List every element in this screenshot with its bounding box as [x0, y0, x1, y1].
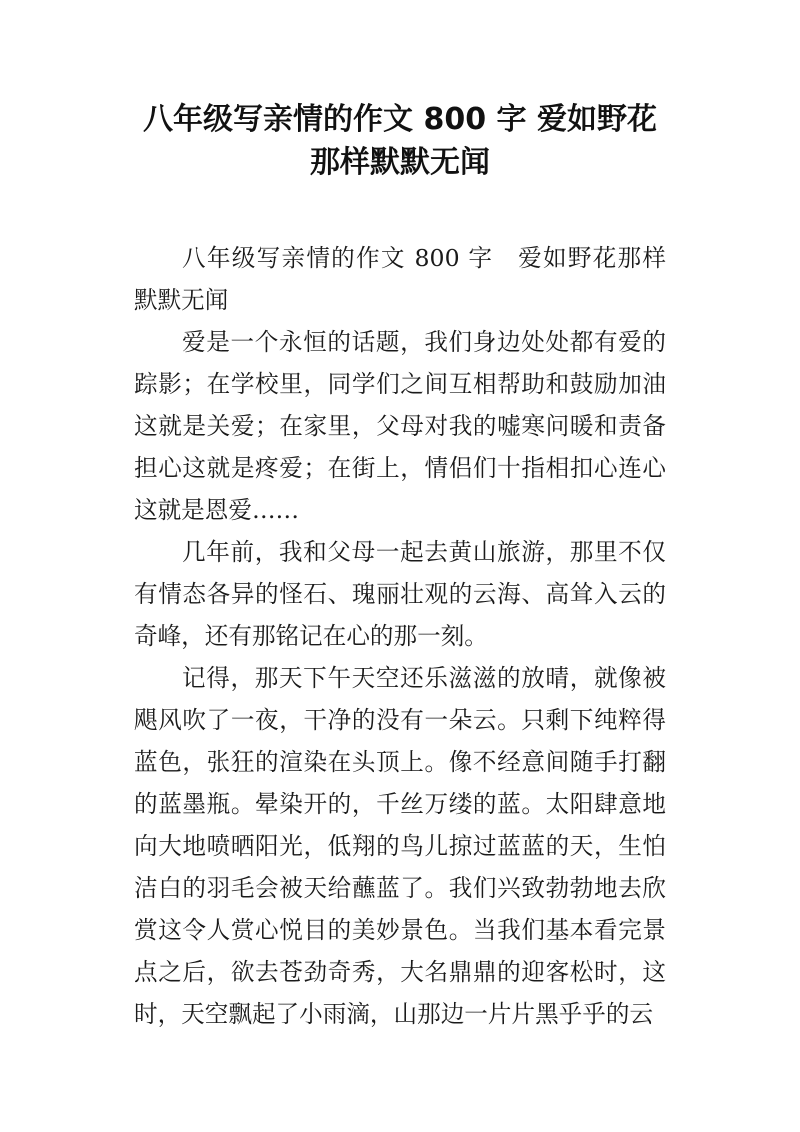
paragraph-intro: 爱是一个永恒的话题，我们身边处处都有爱的踪影；在学校里，同学们之间互相帮助和鼓励加油这就是关爱；在家里，父母对我的嘘寒问暖和责备担心这就是疼爱；在街上，情侣们十指相扣心连心这就是恩爱…… — [134, 328, 666, 524]
title-line-2: 那样默默无闻 — [310, 145, 490, 180]
paragraph-heading: 八年级写亲情的作文 800 字 爱如野花那样默默无闻 — [134, 244, 666, 314]
paragraph-memory: 记得，那天下午天空还乐滋滋的放晴，就像被飓风吹了一夜，干净的没有一朵云。只剩下纯粹得蓝色，张狂的渲染在头顶上。像不经意间随手打翻的蓝墨瓶。晕染开的，千丝万缕的蓝。太阳肆意地向大地喷晒阳光，低翔的鸟儿掠过蓝蓝的天，生怕洁白的羽毛会被天给蘸蓝了。我们兴致勃勃地去欣赏这令人赏心悦目的美妙景色。当我们基本看完景点之后，欲去苍劲奇秀，大名鼎鼎的迎客松时，这时，天空飘起了小雨滴，山那边一片片黑乎乎的云 — [134, 664, 666, 1028]
document-body — [134, 237, 666, 1035]
paragraph-trip: 几年前，我和父母一起去黄山旅游，那里不仅有情态各异的怪石、瑰丽壮观的云海、高耸入云的奇峰，还有那铭记在心的那一刻。 — [134, 538, 666, 650]
title-line-1: 八年级写亲情的作文 800 字 爱如野花 — [143, 102, 657, 137]
document-title — [100, 98, 700, 184]
